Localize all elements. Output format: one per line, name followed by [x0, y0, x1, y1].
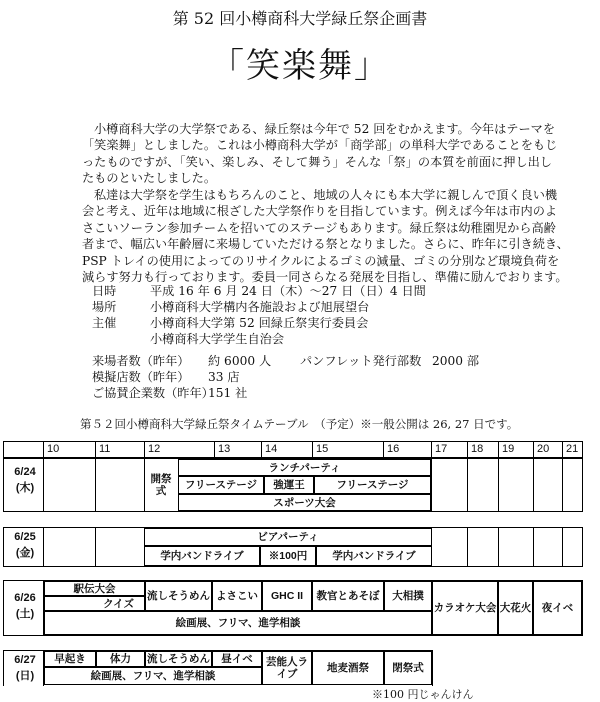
divider — [562, 458, 563, 512]
divider — [498, 441, 499, 458]
timetable-title: 第５２回小樽商科大学緑丘祭タイムテーブル （予定）※一般公開は 26, 27 日です。 — [80, 417, 519, 431]
event-sports-tournament: スポーツ大会 — [178, 494, 431, 511]
host-label: 主催 — [92, 316, 117, 330]
visitors-label: 来場者数（昨年） — [92, 354, 190, 368]
text-line: PSP トレイの使用によってのリサイクルによるゴミの減量、ゴミの分別など環境負荷を — [82, 253, 560, 268]
day-date: 6/24 — [14, 466, 36, 478]
hour-label: 13 — [218, 443, 231, 455]
event-celebrity-live: 芸能人ライブ — [262, 651, 312, 685]
event-professors-play: 教官とあそぼ — [312, 581, 384, 611]
hour-label: 17 — [435, 443, 448, 455]
text-line: 「笑楽舞」としました。これは小樽商科大学が「商学部」の単科大学であることをもじ — [82, 138, 558, 153]
divider — [95, 441, 96, 458]
event-nagashi-somen: 流しそうめん — [145, 581, 212, 611]
divider — [533, 458, 534, 512]
pamphlet-label: パンフレット発行部数 — [300, 354, 422, 368]
event-kyoun-ou: 強運王 — [264, 476, 314, 494]
event-night-event: 夜イベ — [533, 581, 582, 635]
divider — [312, 441, 313, 458]
main-title: 「笑楽舞」 — [210, 46, 390, 86]
event-free-stage: フリーステージ — [314, 476, 431, 494]
visitors-value: 約 6000 人 — [208, 354, 272, 368]
divider — [43, 527, 44, 567]
event-fireworks: 大花火 — [498, 581, 533, 635]
divider — [43, 458, 44, 512]
hour-label: 10 — [47, 443, 60, 455]
event-noon-event: 昼イベ — [212, 651, 262, 667]
divider — [214, 441, 215, 458]
text-line: 減らす努力も行っております。委員一同さらなる発展を目指し、準備に励んでおります。 — [82, 270, 568, 285]
divider — [467, 527, 468, 567]
event-early-rising: 早起き — [44, 651, 96, 667]
divider — [562, 441, 563, 458]
divider — [562, 527, 563, 567]
pamphlet-value: 2000 部 — [432, 354, 480, 368]
event-beer-party: ビアパーティ — [144, 528, 432, 546]
day-weekday: (土) — [15, 608, 35, 620]
host-value-2: 小樽商科大学学生自治会 — [150, 332, 285, 346]
divider — [95, 458, 96, 512]
event-art-flea-consult: 絵画展、フリマ、進学相談 — [44, 667, 262, 685]
event-lunch-party: ランチパーティ — [178, 459, 431, 476]
hour-label: 19 — [502, 443, 515, 455]
hour-label: 11 — [99, 443, 111, 455]
divider — [261, 441, 262, 458]
hour-label: 15 — [316, 443, 329, 455]
hour-label: 12 — [148, 443, 161, 455]
divider — [3, 441, 4, 458]
divider — [144, 458, 145, 512]
event-100yen: ※100円 — [260, 546, 316, 566]
text-line: 会と考え、近年は地域に根ざした大学祭作りを目指しています。例えば今年は市内のよ — [82, 204, 558, 219]
place-label: 場所 — [92, 300, 117, 314]
divider — [582, 441, 583, 458]
text-line: 小樽商科大学の大学祭である、緑丘祭は今年で 52 回をむかえます。今年はテーマを — [94, 122, 556, 136]
footnote: ※100 円じゃんけん — [372, 688, 474, 701]
text-line: さこいソーラン参加チームを招いてのステージもあります。緑丘祭は幼稚園児から高齢 — [82, 220, 556, 235]
event-sumo: 大相撲 — [384, 581, 432, 611]
divider — [498, 527, 499, 567]
text-line: 者まで、幅広い年齢層に来場していただける祭となりました。さらに、昨年に引き続き、 — [82, 237, 569, 252]
text-line: ったものですが、「笑い、楽しみ、そして舞う」そんな「祭」の本質を前面に押し出し — [82, 154, 552, 169]
sponsors-value: 151 社 — [208, 386, 248, 400]
divider — [3, 441, 583, 442]
divider — [533, 527, 534, 567]
event-ghc2: GHC II — [262, 581, 312, 611]
event-free-stage: フリーステージ — [178, 476, 264, 494]
document-header-title: 第 52 回小樽商科大学緑丘祭企画書 — [172, 9, 428, 28]
text-line: 私達は大学祭を学生はもちろんのこと、地域の人々にも本大学に親しんで頂く良い機 — [94, 188, 558, 202]
event-karaoke: カラオケ大会 — [432, 581, 498, 635]
intro-paragraph-2 — [82, 187, 569, 285]
divider — [95, 527, 96, 567]
day-date: 6/25 — [14, 531, 36, 543]
day-date: 6/27 — [14, 654, 36, 666]
day-weekday: (日) — [15, 670, 35, 682]
intro-paragraph-1 — [82, 121, 557, 187]
divider — [43, 441, 44, 458]
divider — [467, 441, 468, 458]
event-stamina: 体力 — [96, 651, 145, 667]
stalls-label: 模擬店数（昨年） — [92, 370, 190, 384]
event-yosakoi: よさこい — [212, 581, 262, 611]
divider — [431, 458, 432, 512]
event-art-flea-consult: 絵画展、フリマ、進学相談 — [44, 611, 432, 635]
event-campus-band-live: 学内バンドライブ — [316, 546, 432, 566]
hour-label: 16 — [387, 443, 400, 455]
place-value: 小樽商科大学構内各施設および旭展望台 — [150, 300, 370, 314]
hour-label: 14 — [265, 443, 278, 455]
event-craft-beer-fest: 地麦酒祭 — [312, 651, 384, 685]
divider — [533, 441, 534, 458]
event-ekiden: 駅伝大会 — [44, 581, 145, 596]
divider — [144, 441, 145, 458]
date-value: 平成 16 年 6 月 24 日（木）～27 日（日）4 日間 — [150, 284, 426, 298]
event-opening-ceremony: 開祭式 — [146, 466, 176, 504]
stalls-value: 33 店 — [208, 370, 240, 384]
host-value-1: 小樽商科大学第 52 回緑丘祭実行委員会 — [150, 316, 369, 330]
event-nagashi-somen: 流しそうめん — [147, 653, 210, 665]
event-closing-ceremony: 閉祭式 — [384, 651, 432, 685]
text-line: たものといたしました。 — [82, 171, 217, 186]
hour-label: 21 — [566, 443, 579, 455]
event-campus-band-live: 学内バンドライブ — [144, 546, 260, 566]
day-weekday: (金) — [15, 547, 35, 559]
divider — [383, 441, 384, 458]
day-weekday: (木) — [15, 482, 35, 494]
date-label: 日時 — [92, 284, 117, 298]
sponsors-label: ご協賛企業数（昨年） — [92, 386, 214, 400]
divider — [467, 458, 468, 512]
hour-label: 18 — [471, 443, 484, 455]
day-date: 6/26 — [14, 592, 36, 604]
hour-label: 20 — [537, 443, 550, 455]
divider — [431, 441, 432, 458]
event-quiz: クイズ — [44, 596, 145, 611]
divider — [498, 458, 499, 512]
